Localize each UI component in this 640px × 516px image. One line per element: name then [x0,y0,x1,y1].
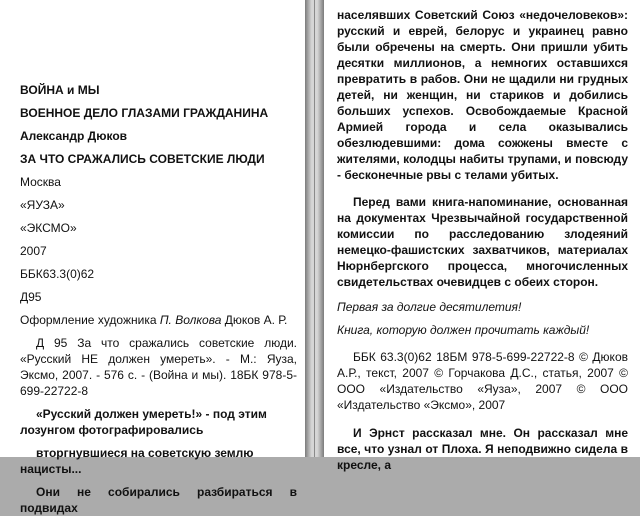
gutter-fold-line [314,0,315,457]
publisher-yauza: «ЯУЗА» [20,198,65,212]
copyright-paragraph: ББК 63.3(0)62 18БМ 978-5-699-22722-8 © Дюков А.Р., текст, 2007 © Горчакова Д.С., статья, 2007 © ООО «Издательство «Яуза», 2007 © ООО «Издательство «Эксмо», 2007 [337,350,628,412]
left-last-paragraph: Они не собирались разбираться в подвидах [20,485,297,515]
book-title: ЗА ЧТО СРАЖАЛИСЬ СОВЕТСКИЕ ЛЮДИ [20,152,265,166]
victims-paragraph: населявших Советский Союз «недочеловеков»: русский и еврей, белорус и украинец равно были обречены на смерть. Они пришли убить десятки миллионов, а немногих оставшихся превратить в рабов. Они не щадили ни грудных детей, ни женщин, ни стариков и добились больших успехов. Освобождаемые Красной Армией города и села оказывались обезлюдевшими: дома сожжены вместе с жителями, колодцы набиты трупами, и повсюду - бесконечные рвы с телами убитых. [337,8,628,182]
left-page [0,0,305,515]
right-last-paragraph: И Эрнст рассказал мне. Он рассказал мне все, что узнал от Плоха. Я неподвижно сидела в кресле, а [337,426,628,472]
publisher-eksmo: «ЭКСМО» [20,221,77,235]
bbk-code: ББК63.3(0)62 [20,267,95,281]
book-description-paragraph: Перед вами книга-напоминание, основанная на документах Чрезвычайной государственной комиссии по расследованию злодеяний немецко-фашистских захватчиков, материалах Нюрнбергского процесса, многочисленных свидетельствах очевидцев с обеих сторон. [337,195,628,289]
book-gutter [305,0,324,457]
catalog-entry: Д 95 За что сражались советские люди. «Русский НЕ должен умереть». - М.: Яуза, Эксмо, 2007. - 576 с. - (Война и мы). 18БК 978-5-699-22722-8 [20,336,297,398]
design-credit [20,312,297,328]
design-suffix: Дюков А. Р. [221,313,288,327]
invaders-paragraph: вторгнувшиеся на советскую землю нацисты... [20,446,254,476]
series-subtitle: ВОЕННОЕ ДЕЛО ГЛАЗАМИ ГРАЖДАНИНА [20,106,269,120]
udk-code: Д95 [20,290,42,304]
author-name: Александр Дюков [20,129,128,143]
publication-year: 2007 [20,244,47,258]
right-page [324,0,640,472]
publication-city: Москва [20,175,61,189]
design-prefix: Оформление художника [20,313,160,327]
epigraph-first: Первая за долгие десятилетия! [337,300,522,314]
design-artist: П. Волкова [159,313,222,327]
epigraph-second: Книга, которую должен прочитать каждый! [337,323,590,337]
slogan-paragraph: «Русский должен умереть!» - под этим лозунгом фотографировались [20,407,267,437]
series-title: ВОЙНА и МЫ [20,83,100,97]
